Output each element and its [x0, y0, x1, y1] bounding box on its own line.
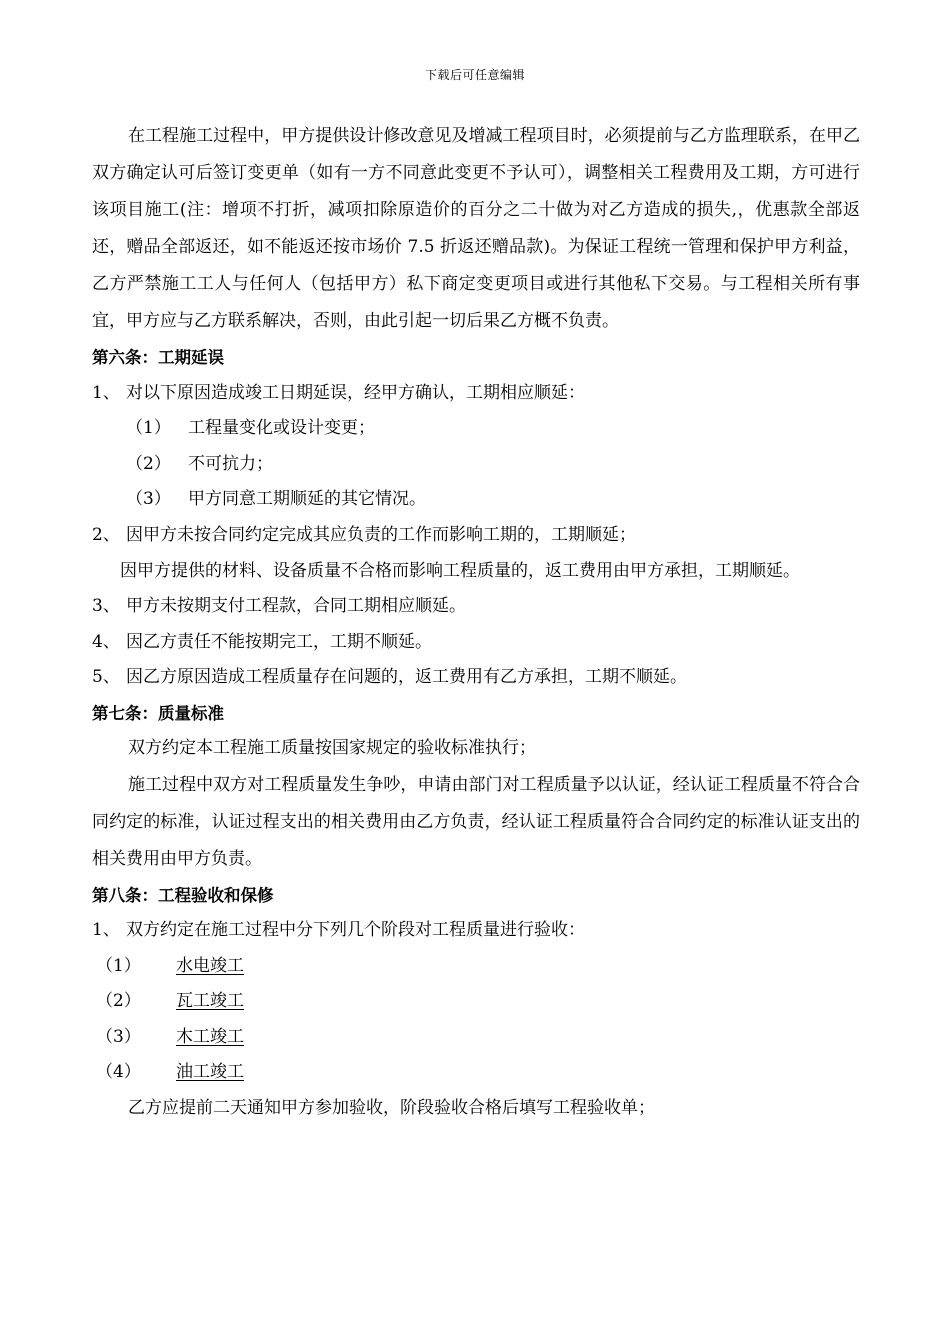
sub-list-item [92, 411, 860, 447]
item-text: 因乙方责任不能按期完工，工期不顺延。 [126, 631, 432, 652]
stage-text: 油工竣工 [176, 1062, 244, 1082]
item-number: 1、 [92, 382, 120, 403]
sub-item-number: （3） [126, 489, 171, 509]
article8-title: 第八条：工程验收和保修 [92, 885, 274, 905]
item2-continuation: 因甲方提供的材料、设备质量不合格而影响工程质量的，返工费用由甲方承担，工期顺延。 [120, 561, 800, 581]
item-text: 因乙方原因造成工程质量存在问题的，返工费用有乙方承担，工期不顺延。 [126, 667, 687, 687]
stage-number: （3） [96, 1026, 141, 1047]
list-item [92, 518, 860, 554]
item-text: 对以下原因造成竣工日期延误，经甲方确认，工期相应顺延： [126, 382, 585, 403]
page-header: 下载后可任意编辑 [424, 68, 525, 82]
sub-item-number: （1） [126, 418, 171, 438]
sub-list-item [92, 482, 860, 518]
list-item [92, 376, 860, 412]
stage-number: （4） [96, 1062, 141, 1082]
stage-text: 水电竣工 [176, 955, 244, 976]
item-number: 1、 [92, 920, 120, 940]
sub-item-text: 工程量变化或设计变更； [188, 418, 375, 438]
article8-note: 乙方应提前二天通知甲方参加验收，阶段验收合格后填写工程验收单； [128, 1097, 655, 1118]
list-item [92, 589, 860, 625]
stage-item [92, 984, 860, 1020]
stage-number: （1） [96, 955, 141, 976]
list-item [92, 913, 860, 949]
item-text: 甲方未按期支付工程款，合同工期相应顺延。 [126, 596, 466, 616]
sub-item-text: 不可抗力； [188, 453, 273, 474]
intro-paragraph: 在工程施工过程中，甲方提供设计修改意见及增减工程项目时，必须提前与乙方监理联系，在甲乙双方确定认可后签订变更单（如有一方不同意此变更不予认可），调整相关工程费用及工期，方可进行该项目施工(注：增项不打折，减项扣除原造价的百分之二十做为对乙方造成的损失,，优惠款全部返还，赠品全部返还，如不能返还按市场价 7.5 折返还赠品款)。为保证工程统一管理和保护甲方利益，乙方严禁施工工人与任何人（包括甲方）私下商定变更项目或进行其他私下交易。与工程相关所有事宜，甲方应与乙方联系解决，否则，由此引起一切后果乙方概不负责。 [92, 126, 860, 331]
item-number: 4、 [92, 631, 120, 652]
item-number: 5、 [92, 667, 120, 687]
article7-paragraph1: 双方约定本工程施工质量按国家规定的验收标准执行； [128, 738, 536, 758]
article7-paragraph2: 施工过程中双方对工程质量发生争吵，申请由部门对工程质量予以认证，经认证工程质量不符合合同约定的标准，认证过程支出的相关费用由乙方负责，经认证工程质量符合合同约定的标准认证支出的相关费用由甲方负责。 [92, 774, 860, 869]
stage-item [92, 949, 860, 985]
article6-title: 第六条：工期延误 [92, 348, 224, 367]
stage-item [92, 1055, 860, 1091]
document-body [92, 118, 860, 1126]
sub-list-item [92, 447, 860, 483]
item-number: 3、 [92, 596, 120, 616]
sub-item-number: （2） [126, 453, 171, 474]
list-item [92, 660, 860, 696]
item-text: 双方约定在施工过程中分下列几个阶段对工程质量进行验收： [126, 920, 585, 940]
list-item [92, 625, 860, 661]
item-number: 2、 [92, 524, 120, 545]
stage-text: 木工竣工 [176, 1026, 244, 1047]
stage-number: （2） [96, 991, 141, 1011]
stage-item [92, 1020, 860, 1056]
stage-text: 瓦工竣工 [176, 991, 244, 1011]
article7-title: 第七条：质量标准 [92, 703, 224, 723]
sub-item-text: 甲方同意工期顺延的其它情况。 [188, 489, 426, 509]
item-text: 因甲方未按合同约定完成其应负责的工作而影响工期的，工期顺延； [126, 524, 636, 545]
